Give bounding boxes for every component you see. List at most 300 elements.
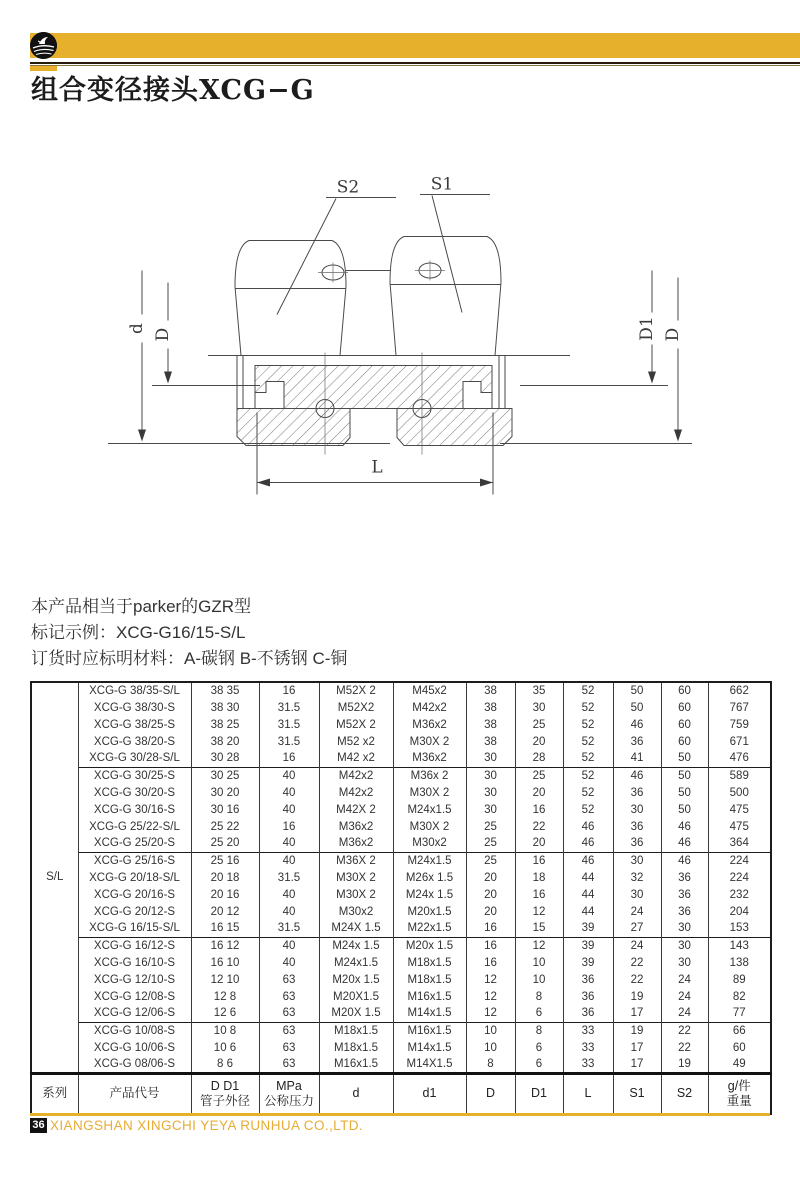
table-cell: XCG-G 10/08-S — [78, 1022, 191, 1039]
table-cell: 50 — [661, 767, 708, 784]
table-row — [31, 801, 771, 818]
table-cell: 33 — [563, 1022, 613, 1039]
table-cell: 63 — [259, 988, 319, 1005]
table-cell: 16 10 — [191, 954, 259, 971]
table-cell: M36X 2 — [319, 852, 393, 869]
table-cell: XCG-G 38/25-S — [78, 716, 191, 733]
table-cell: 17 — [613, 1039, 661, 1056]
table-cell: 36 — [661, 903, 708, 920]
table-cell: 12 — [515, 903, 563, 920]
table-cell: 30 — [613, 886, 661, 903]
label-s1: S1 — [430, 174, 454, 195]
table-cell: 40 — [259, 801, 319, 818]
table-cell: M30X 2 — [393, 733, 466, 750]
table-cell: 36 — [613, 835, 661, 852]
table-cell: M52X 2 — [319, 716, 393, 733]
table-cell: XCG-G 38/35-S/L — [78, 682, 191, 699]
table-cell: 20 — [466, 869, 515, 886]
table-cell: XCG-G 16/10-S — [78, 954, 191, 971]
dimension-D-right — [500, 278, 692, 444]
table-cell: 10 6 — [191, 1039, 259, 1056]
table-cell: M14x1.5 — [393, 1039, 466, 1056]
table-cell: M36x2 — [319, 818, 393, 835]
table-cell: XCG-G 16/15-S/L — [78, 920, 191, 937]
table-row — [31, 852, 771, 869]
table-cell: 20 12 — [191, 903, 259, 920]
table-cell: 16 — [466, 920, 515, 937]
table-cell: 38 — [466, 733, 515, 750]
table-body — [31, 682, 771, 1073]
table-cell: 12 — [466, 988, 515, 1005]
table-cell: M42 x2 — [319, 750, 393, 767]
table-cell: 46 — [563, 835, 613, 852]
page-number: 36 — [30, 1118, 47, 1133]
table-cell: 38 35 — [191, 682, 259, 699]
table-cell: 77 — [708, 1005, 771, 1022]
table-cell: XCG-G 20/16-S — [78, 886, 191, 903]
table-cell: 25 — [515, 716, 563, 733]
series-cell: S/L — [31, 682, 78, 1073]
table-cell: XCG-G 12/10-S — [78, 971, 191, 988]
table-cell: XCG-G 38/20-S — [78, 733, 191, 750]
table-cell: M36x2 — [319, 835, 393, 852]
header-d1: d1 — [393, 1073, 466, 1114]
header-series: 系列 — [31, 1073, 78, 1114]
table-cell: 30 16 — [191, 801, 259, 818]
table-cell: XCG-G 16/12-S — [78, 937, 191, 954]
table-cell: M30X 2 — [319, 886, 393, 903]
table-cell: XCG-G 20/12-S — [78, 903, 191, 920]
table-cell: 52 — [563, 716, 613, 733]
table-cell: 10 — [515, 971, 563, 988]
table-cell: M42x2 — [319, 767, 393, 784]
company-logo-icon — [30, 32, 57, 59]
table-row — [31, 971, 771, 988]
table-cell: 767 — [708, 699, 771, 716]
header-D: D — [466, 1073, 515, 1114]
table-cell: M20X 1.5 — [319, 1005, 393, 1022]
table-cell: 60 — [661, 716, 708, 733]
table-cell: 52 — [563, 699, 613, 716]
table-cell: 44 — [563, 903, 613, 920]
table-cell: 19 — [613, 988, 661, 1005]
table-cell: 36 — [563, 988, 613, 1005]
table-cell: 20 — [515, 784, 563, 801]
table-row — [31, 886, 771, 903]
table-cell: 30 — [466, 750, 515, 767]
table-cell: M14x1.5 — [393, 1005, 466, 1022]
table-cell: M24x1.5 — [393, 852, 466, 869]
header-rule-thin — [30, 65, 800, 66]
table-cell: 232 — [708, 886, 771, 903]
table-cell: 30 — [466, 784, 515, 801]
table-cell: 60 — [661, 682, 708, 699]
table-cell: M30x2 — [319, 903, 393, 920]
header-tube-od: D D1 管子外径 — [191, 1073, 259, 1114]
table-cell: 63 — [259, 1039, 319, 1056]
table-cell: M22x1.5 — [393, 920, 466, 937]
table-cell: 24 — [661, 988, 708, 1005]
table-cell: 12 6 — [191, 1005, 259, 1022]
table-cell: 28 — [515, 750, 563, 767]
table-cell: 475 — [708, 801, 771, 818]
table-cell: 50 — [661, 801, 708, 818]
table-row — [31, 767, 771, 784]
table-cell: XCG-G 12/08-S — [78, 988, 191, 1005]
table-row — [31, 818, 771, 835]
table-cell: 36 — [613, 818, 661, 835]
table-cell: 44 — [563, 869, 613, 886]
table-cell: 20 16 — [191, 886, 259, 903]
table-cell: 20 — [466, 903, 515, 920]
table-cell: 32 — [613, 869, 661, 886]
table-cell: M18x1.5 — [319, 1022, 393, 1039]
table-cell: 60 — [661, 699, 708, 716]
table-cell: 10 — [515, 954, 563, 971]
table-cell: 60 — [661, 733, 708, 750]
table-cell: 30 — [661, 937, 708, 954]
table-cell: 63 — [259, 1056, 319, 1073]
table-cell: 30 — [613, 801, 661, 818]
header-pressure: MPa 公称压力 — [259, 1073, 319, 1114]
table-cell: M42x2 — [319, 784, 393, 801]
table-cell: 33 — [563, 1056, 613, 1073]
table-cell: 16 — [515, 886, 563, 903]
note-equivalent: 本产品相当于parker的GZR型 — [31, 597, 252, 616]
table-row — [31, 903, 771, 920]
table-cell: 6 — [515, 1056, 563, 1073]
table-cell: 50 — [613, 682, 661, 699]
table-cell: M20x 1.5 — [319, 971, 393, 988]
table-cell: 40 — [259, 954, 319, 971]
center-mark-icon — [318, 263, 348, 283]
table-cell: M30X 2 — [393, 818, 466, 835]
table-cell: 20 — [466, 886, 515, 903]
product-notes — [31, 594, 631, 672]
table-cell: XCG-G 12/06-S — [78, 1005, 191, 1022]
table-cell: 12 — [466, 971, 515, 988]
table-cell: 52 — [563, 750, 613, 767]
table-cell: 8 — [466, 1056, 515, 1073]
header-S2: S2 — [661, 1073, 708, 1114]
header-L: L — [563, 1073, 613, 1114]
table-cell: 16 — [515, 852, 563, 869]
table-cell: M52X 2 — [319, 682, 393, 699]
table-cell: M45x2 — [393, 682, 466, 699]
table-row — [31, 784, 771, 801]
table-cell: 46 — [563, 818, 613, 835]
table-cell: 25 22 — [191, 818, 259, 835]
table-cell: 22 — [515, 818, 563, 835]
table-cell: XCG-G 25/16-S — [78, 852, 191, 869]
nut-right — [390, 237, 501, 356]
table-cell: 22 — [661, 1039, 708, 1056]
nut-left — [235, 241, 348, 356]
table-cell: 38 — [466, 716, 515, 733]
table-cell: 22 — [613, 971, 661, 988]
table-cell: XCG-G 20/18-S/L — [78, 869, 191, 886]
table-cell: 475 — [708, 818, 771, 835]
table-cell: XCG-G 30/20-S — [78, 784, 191, 801]
table-cell: 10 — [466, 1039, 515, 1056]
dimension-D1-right — [520, 271, 668, 386]
table-cell: M30X 2 — [319, 869, 393, 886]
table-cell: 224 — [708, 869, 771, 886]
table-cell: 35 — [515, 682, 563, 699]
label-D-right: D — [663, 327, 683, 342]
table-cell: M36x2 — [393, 716, 466, 733]
note-material: 订货时应标明材料：A-碳钢 B-不锈钢 C-铜 — [31, 649, 348, 668]
table-cell: 27 — [613, 920, 661, 937]
table-cell: 49 — [708, 1056, 771, 1073]
table-cell: XCG-G 08/06-S — [78, 1056, 191, 1073]
table-cell: 38 — [466, 699, 515, 716]
table-cell: 36 — [661, 869, 708, 886]
table-cell: 63 — [259, 971, 319, 988]
table-cell: 39 — [563, 954, 613, 971]
table-cell: 30 — [661, 920, 708, 937]
center-mark-icon — [415, 261, 445, 281]
label-D-left: D — [153, 327, 173, 342]
table-cell: 30 — [466, 767, 515, 784]
table-cell: 15 — [515, 920, 563, 937]
table-cell: 30 — [661, 954, 708, 971]
table-cell: 204 — [708, 903, 771, 920]
table-cell: 24 — [613, 937, 661, 954]
table-cell: 50 — [661, 750, 708, 767]
table-cell: 44 — [563, 886, 613, 903]
table-cell: 82 — [708, 988, 771, 1005]
table-cell: 40 — [259, 852, 319, 869]
table-cell: 476 — [708, 750, 771, 767]
table-cell: 46 — [563, 852, 613, 869]
table-cell: 31.5 — [259, 699, 319, 716]
table-cell: 25 20 — [191, 835, 259, 852]
table-cell: 8 — [515, 1022, 563, 1039]
table-cell: M18x1.5 — [393, 971, 466, 988]
table-cell: 12 8 — [191, 988, 259, 1005]
label-D1-right: D1 — [637, 316, 657, 341]
table-row — [31, 937, 771, 954]
table-row — [31, 954, 771, 971]
table-cell: 38 20 — [191, 733, 259, 750]
table-cell: 24 — [613, 903, 661, 920]
section-view — [237, 353, 512, 455]
table-cell: 16 — [259, 682, 319, 699]
table-cell: M24X 1.5 — [319, 920, 393, 937]
table-cell: XCG-G 25/22-S/L — [78, 818, 191, 835]
table-cell: 36 — [661, 886, 708, 903]
table-cell: 759 — [708, 716, 771, 733]
table-cell: M20X1.5 — [319, 988, 393, 1005]
table-cell: 6 — [515, 1005, 563, 1022]
table-cell: 671 — [708, 733, 771, 750]
table-cell: 40 — [259, 937, 319, 954]
table-cell: M16x1.5 — [393, 988, 466, 1005]
table-cell: 24 — [661, 971, 708, 988]
table-row — [31, 699, 771, 716]
table-cell: 20 — [515, 733, 563, 750]
page-title: 组合变径接头XCG−G — [31, 75, 315, 106]
note-marking-example: 标记示例：XCG-G16/15-S/L — [31, 623, 246, 642]
table-cell: M30X 2 — [393, 784, 466, 801]
table-cell: 89 — [708, 971, 771, 988]
table-cell: 33 — [563, 1039, 613, 1056]
table-cell: 12 10 — [191, 971, 259, 988]
table-cell: 589 — [708, 767, 771, 784]
table-cell: 16 — [515, 801, 563, 818]
table-cell: 153 — [708, 920, 771, 937]
table-cell: M42x2 — [393, 699, 466, 716]
table-cell: 17 — [613, 1056, 661, 1073]
table-cell: 63 — [259, 1022, 319, 1039]
table-cell: 20 — [515, 835, 563, 852]
table-cell: 8 — [515, 988, 563, 1005]
table-cell: 6 — [515, 1039, 563, 1056]
header-product-code: 产品代号 — [78, 1073, 191, 1114]
table-row — [31, 835, 771, 852]
table-cell: 30 28 — [191, 750, 259, 767]
header-S1: S1 — [613, 1073, 661, 1114]
table-cell: M24x1.5 — [319, 954, 393, 971]
table-cell: 52 — [563, 682, 613, 699]
table-row — [31, 869, 771, 886]
table-cell: 66 — [708, 1022, 771, 1039]
header-rule — [30, 62, 800, 64]
table-accent-rule — [30, 1113, 770, 1116]
table-cell: M16x1.5 — [393, 1022, 466, 1039]
table-cell: 50 — [661, 784, 708, 801]
table-row — [31, 682, 771, 699]
table-cell: 52 — [563, 733, 613, 750]
table-cell: 31.5 — [259, 869, 319, 886]
table-cell: 38 30 — [191, 699, 259, 716]
table-row — [31, 750, 771, 767]
table-cell: XCG-G 30/25-S — [78, 767, 191, 784]
table-row — [31, 716, 771, 733]
table-cell: 138 — [708, 954, 771, 971]
table-cell: 364 — [708, 835, 771, 852]
table-cell: 38 — [466, 682, 515, 699]
table-cell: 41 — [613, 750, 661, 767]
table-cell: XCG-G 30/16-S — [78, 801, 191, 818]
table-cell: XCG-G 30/28-S/L — [78, 750, 191, 767]
footer-company: XIANGSHAN XINGCHI YEYA RUNHUA CO.,LTD. — [50, 1118, 364, 1133]
table-cell: 18 — [515, 869, 563, 886]
table-cell: 31.5 — [259, 920, 319, 937]
table-cell: M52 x2 — [319, 733, 393, 750]
table-cell: 30 — [613, 852, 661, 869]
table-cell: 46 — [613, 767, 661, 784]
table-cell: 31.5 — [259, 716, 319, 733]
table-cell: M24x1.5 — [393, 801, 466, 818]
table-cell: 25 16 — [191, 852, 259, 869]
table-row — [31, 1022, 771, 1039]
technical-drawing — [100, 160, 700, 510]
table-cell: 25 — [466, 835, 515, 852]
dimension-D-left — [152, 283, 260, 386]
table-cell: 60 — [708, 1039, 771, 1056]
table-cell: 52 — [563, 801, 613, 818]
table-cell: 25 — [515, 767, 563, 784]
table-cell: 22 — [613, 954, 661, 971]
table-cell: 12 — [466, 1005, 515, 1022]
table-cell: 52 — [563, 767, 613, 784]
table-cell: 17 — [613, 1005, 661, 1022]
table-cell: 25 — [466, 852, 515, 869]
table-cell: XCG-G 38/30-S — [78, 699, 191, 716]
table-cell: 46 — [661, 852, 708, 869]
table-cell: 10 — [466, 1022, 515, 1039]
brand-bar — [30, 33, 800, 58]
table-cell: 36 — [613, 733, 661, 750]
table-cell: 40 — [259, 835, 319, 852]
table-cell: 46 — [661, 835, 708, 852]
table-cell: 143 — [708, 937, 771, 954]
table-row — [31, 1056, 771, 1073]
table-cell: 16 — [259, 750, 319, 767]
table-cell: 50 — [613, 699, 661, 716]
table-cell: M20x 1.5 — [393, 937, 466, 954]
table-row — [31, 920, 771, 937]
table-cell: 46 — [613, 716, 661, 733]
table-cell: 16 — [466, 954, 515, 971]
table-cell: M26x 1.5 — [393, 869, 466, 886]
table-cell: 224 — [708, 852, 771, 869]
table-cell: 19 — [661, 1056, 708, 1073]
table-cell: 40 — [259, 903, 319, 920]
table-cell: M14X1.5 — [393, 1056, 466, 1073]
table-cell: 31.5 — [259, 733, 319, 750]
table-cell: M36x2 — [393, 750, 466, 767]
table-row — [31, 988, 771, 1005]
header-d: d — [319, 1073, 393, 1114]
table-cell: 40 — [259, 784, 319, 801]
table-cell: 30 25 — [191, 767, 259, 784]
header-D1: D1 — [515, 1073, 563, 1114]
table-cell: M42X 2 — [319, 801, 393, 818]
table-cell: 500 — [708, 784, 771, 801]
table-cell: M52X2 — [319, 699, 393, 716]
table-cell: 10 8 — [191, 1022, 259, 1039]
table-cell: 662 — [708, 682, 771, 699]
table-cell: 38 25 — [191, 716, 259, 733]
table-row — [31, 1039, 771, 1056]
table-cell: 36 — [563, 1005, 613, 1022]
label-L: L — [371, 457, 383, 478]
table-cell: 30 — [466, 801, 515, 818]
table-cell: M24x 1.5 — [319, 937, 393, 954]
table-cell: 36 — [613, 784, 661, 801]
table-header-row — [31, 1073, 771, 1114]
table-cell: 63 — [259, 1005, 319, 1022]
table-cell: XCG-G 25/20-S — [78, 835, 191, 852]
table-cell: M36x 2 — [393, 767, 466, 784]
table-cell: 8 6 — [191, 1056, 259, 1073]
table-row — [31, 733, 771, 750]
table-cell: 36 — [563, 971, 613, 988]
label-s2: S2 — [336, 177, 360, 198]
table-cell: 16 — [466, 937, 515, 954]
table-cell: M16x1.5 — [319, 1056, 393, 1073]
table-cell: 52 — [563, 784, 613, 801]
table-cell: 16 — [259, 818, 319, 835]
label-d-left: d — [127, 323, 147, 334]
table-cell: 25 — [466, 818, 515, 835]
table-cell: 46 — [661, 818, 708, 835]
table-cell: 22 — [661, 1022, 708, 1039]
table-cell: 12 — [515, 937, 563, 954]
